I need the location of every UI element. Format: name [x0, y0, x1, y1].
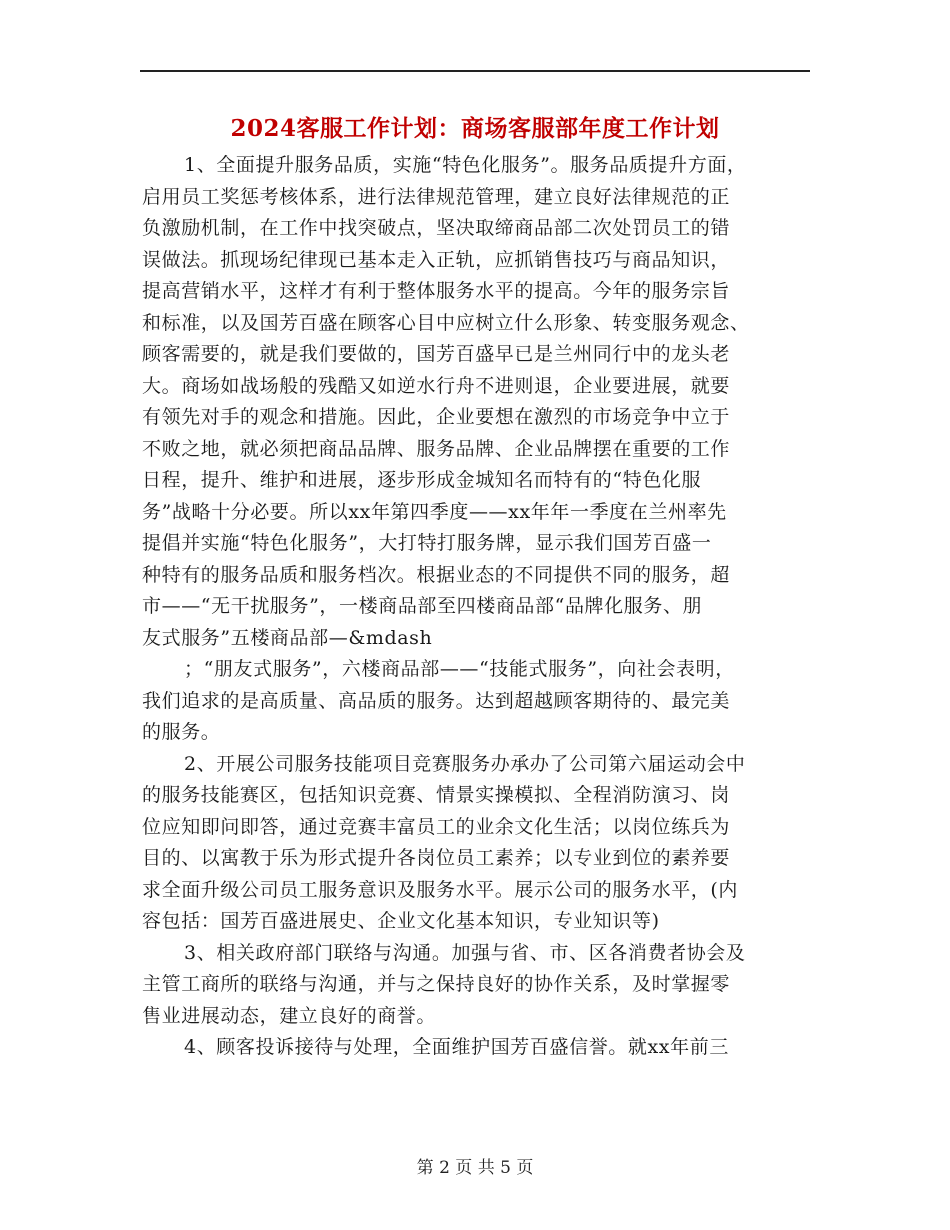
body-text-line: 3、相关政府部门联络与沟通。加强与省、市、区各消费者协会及 — [184, 941, 746, 964]
body-text-line: 我们追求的是高质量、高品质的服务。达到超越顾客期待的、最完美 — [142, 689, 731, 712]
body-text-line: 容包括：国芳百盛进展史、企业文化基本知识，专业知识等) — [142, 910, 660, 932]
body-text-line: ；“朋友式服务”，六楼商品部——“技能式服务”，向社会表明， — [184, 658, 735, 680]
body-text-line: 的服务。 — [142, 721, 221, 743]
body-text-line: 目的、以寓教于乐为形式提升各岗位员工素养；以专业到位的素养要 — [142, 847, 731, 869]
body-text-line: 种特有的服务品质和服务档次。根据业态的不同提供不同的服务，超 — [142, 563, 731, 586]
body-text-line: 求全面升级公司员工服务意识及服务水平。展示公司的服务水平，(内 — [142, 878, 739, 901]
body-text-line: 不败之地，就必须把商品品牌、服务品牌、企业品牌摆在重要的工作 — [142, 437, 731, 460]
body-text-line: 提高营销水平，这样才有利于整体服务水平的提高。今年的服务宗旨 — [142, 280, 731, 302]
body-text-line: 和标准，以及国芳百盛在顾客心目中应树立什么形象、转变服务观念、 — [142, 311, 750, 334]
body-text-line: 友式服务”五楼商品部—&mdash — [142, 626, 433, 649]
body-text-line: 顾客需要的，就是我们要做的，国芳百盛早已是兰州同行中的龙头老 — [142, 343, 731, 365]
body-text-line: 4、顾客投诉接待与处理，全面维护国芳百盛信誉。就xx年前三 — [184, 1036, 729, 1058]
page-number-footer: 第 2 页 共 5 页 — [416, 1158, 534, 1178]
body-text-line: 启用员工奖惩考核体系，进行法律规范管理，建立良好法律规范的正 — [142, 185, 731, 208]
header-rule — [140, 70, 810, 72]
body-text-line: 大。商场如战场般的残酷又如逆水行舟不进则退，企业要进展，就要 — [142, 374, 731, 397]
body-text-line: 务”战略十分必要。所以xx年第四季度——xx年年一季度在兰州率先 — [142, 500, 727, 523]
body-text-line: 负激励机制，在工作中找突破点，坚决取缔商品部二次处罚员工的错 — [142, 217, 731, 239]
body-text-line: 有领先对手的观念和措施。因此，企业要想在激烈的市场竞争中立于 — [142, 406, 731, 428]
body-text-line: 市——“无干扰服务”，一楼商品部至四楼商品部“品牌化服务、朋 — [142, 595, 703, 617]
body-text-line: 主管工商所的联络与沟通，并与之保持良好的协作关系，及时掌握零 — [142, 973, 731, 995]
body-text-line: 售业进展动态，建立良好的商誉。 — [142, 1004, 437, 1027]
body-text-line: 1、全面提升服务品质，实施“特色化服务”。服务品质提升方面， — [184, 154, 747, 176]
document-title: 2024客服工作计划：商场客服部年度工作计划 — [230, 115, 720, 142]
body-text-line: 2、开展公司服务技能项目竞赛服务办承办了公司第六届运动会中 — [184, 752, 746, 775]
body-text-line: 提倡并实施“特色化服务”，大打特打服务牌，显示我们国芳百盛一 — [142, 532, 712, 554]
body-text-line: 的服务技能赛区，包括知识竞赛、情景实操模拟、全程消防演习、岗 — [142, 784, 731, 806]
body-text-line: 日程，提升、维护和进展，逐步形成金城知名而特有的“特色化服 — [142, 469, 702, 491]
body-text-line: 位应知即问即答，通过竞赛丰富员工的业余文化生活；以岗位练兵为 — [142, 815, 731, 838]
body-text-line: 误做法。抓现场纪律现已基本走入正轨，应抓销售技巧与商品知识， — [142, 248, 731, 271]
document-body — [142, 150, 810, 1064]
